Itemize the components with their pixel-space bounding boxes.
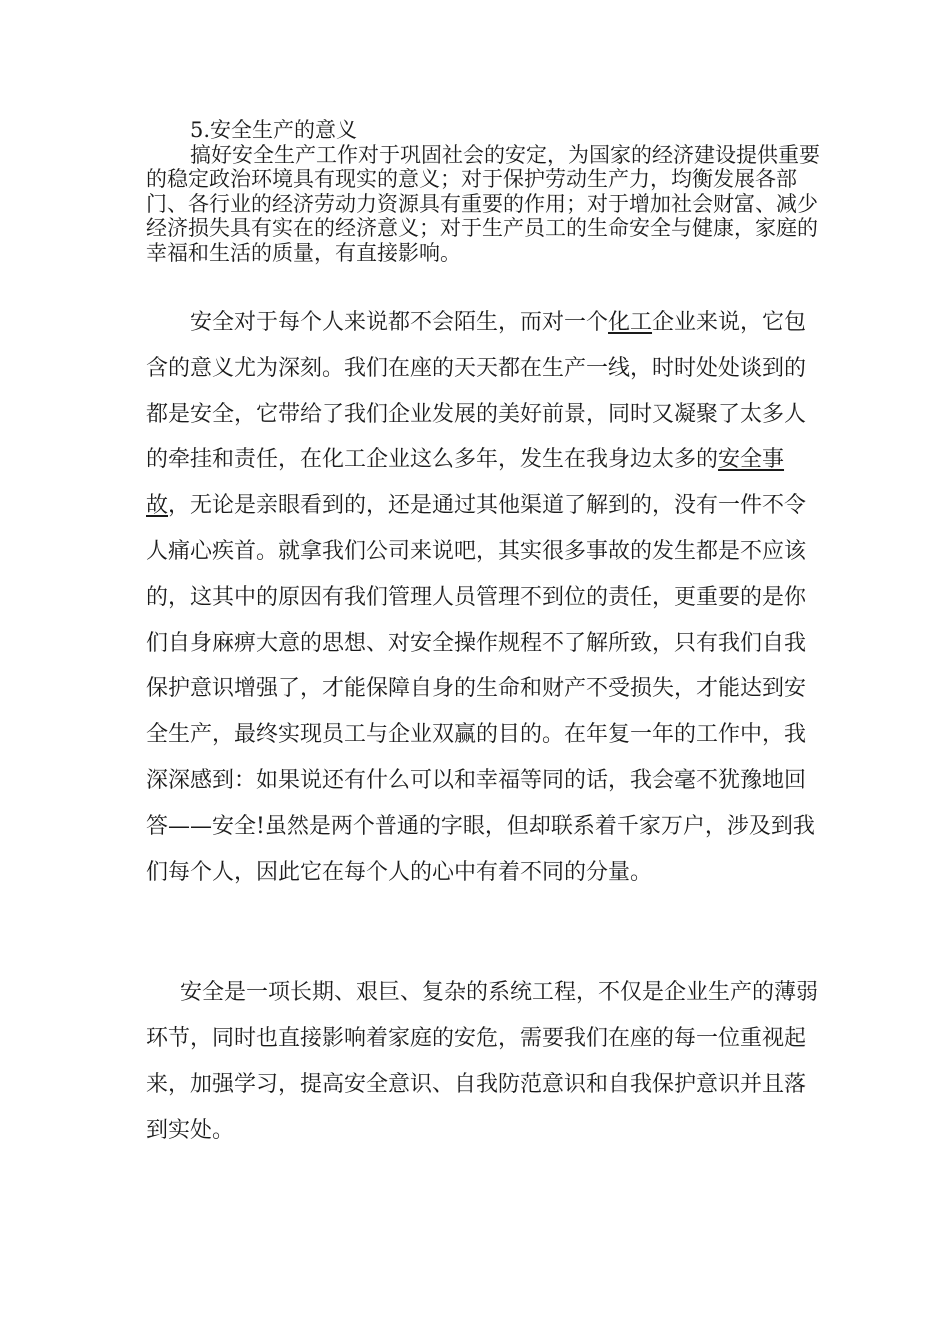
paragraph-safety-meaning xyxy=(146,300,826,895)
safety-section xyxy=(146,300,826,895)
paragraph-text: ，无论是亲眼看到的，还是通过其他渠道了解到的，没有一件不令人痛心疾首。就拿我们公司来说吧，其实很多事故的发生都是不应该的，这其中的原因有我们管理人员管理不到位的责任，更重要的是你们自身麻痹大意的思想、对安全操作规程不了解所致，只有我们自我保护意识增强了，才能保障自身的生命和财产不受损失，才能达到安全生产，最终实现员工与企业双赢的目的。在年复一年的工作中，我深深感到：如果说还有什么可以和幸福等同的话，我会毫不犹豫地回答——安全!虽然是两个普通的字眼，但却联系着千家万户，涉及到我们每个人，因此它在每个人的心中有着不同的分量。 xyxy=(146,493,815,885)
intro-section xyxy=(146,118,826,265)
paragraph-text: 企业来说，它包含的意义尤为深刻。我们在座的天天都在生产一线，时时处处谈到的都是安全，它带给了我们企业发展的美好前景，同时又凝聚了太多人的牵挂和责任，在化工企业这么多年，发生在我身边太多的 xyxy=(146,310,807,473)
chemical-industry-link[interactable]: 化工 xyxy=(608,310,653,335)
safety-accident-link[interactable]: 安全事故 xyxy=(146,447,785,519)
paragraph-system-engineering: 安全是一项长期、艰巨、复杂的系统工程，不仅是企业生产的薄弱环节，同时也直接影响着家庭的安危，需要我们在座的每一位重视起来，加强学习，提高安全意识、自我防范意识和自我保护意识并且落到实处。 xyxy=(146,980,819,1143)
paragraph-significance: 搞好安全生产工作对于巩固社会的安定，为国家的经济建设提供重要的稳定政治环境具有现实的意义；对于保护劳动生产力，均衡发展各部门、各行业的经济劳动力资源具有重要的作用；对于增加社会财富、减少经济损失具有实在的经济意义；对于生产员工的生命安全与健康，家庭的幸福和生活的质量，有直接影响。 xyxy=(146,142,820,265)
section-heading: 5.安全生产的意义 xyxy=(190,118,358,142)
closing-section xyxy=(146,970,826,1154)
paragraph-text: 安全对于每个人来说都不会陌生，而对一个 xyxy=(190,310,609,335)
